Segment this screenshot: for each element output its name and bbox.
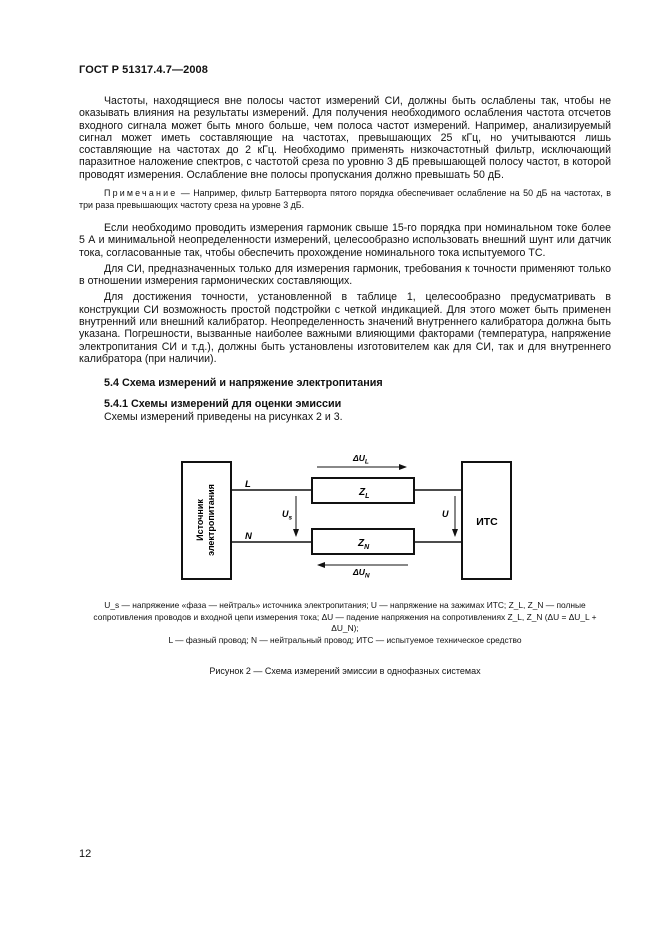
eut-label: ИТС — [476, 516, 498, 528]
section-heading-5-4: 5.4 Схема измерений и напряжение электропитания — [104, 377, 383, 389]
note-label: Примечание — [104, 188, 178, 198]
source-voltage-label: $U_s$ — [282, 509, 293, 522]
paragraph: Если необходимо проводить измерения гармоник свыше 15-го порядка при номинальном токе более 5 А и минимальной неопределенности измерений, целесообразно использовать внешний шунт или датчик тока, согласованные так, чтобы обеспечить прохождение номинального тока испытуемого ТС. — [79, 222, 611, 259]
paragraph: Для достижения точности, установленной в таблице 1, целесообразно предусматривать в конструкции СИ возможность простой подстройки с четкой индикацией. Для этого может быть применен внутренний или внешний калибратор. Неопределенность значений внутреннего калибратора должна быть указана. Погрешности, вызванные наиболее важными влияющими факторами (температура, напряжение электропитания СИ и т.д.), должны быть установлены изготовителем как для СИ, так и для внутреннего калибратора (при наличии). — [79, 291, 611, 365]
figure-caption: Рисунок 2 — Схема измерений эмиссии в однофазных системах — [209, 666, 481, 676]
figure-legend — [79, 600, 611, 647]
impedance-zl-label: $Z_L$ — [359, 487, 370, 500]
paragraph: Частоты, находящиеся вне полосы частот измерений СИ, должны быть ослаблены так, чтобы не оказывать влияния на результаты измерений. Для получения необходимого ослабления частота отсчетов входного сигнала может быть много больше, чем полоса частот измерений. Например, анализируемый сигнал может иметь составляющие на частотах, превышающих 25 кГц, но учитываются лишь составляющие на частотах до 2 кГц. Необходимо применять низкочастотный фильтр, исключающий паразитное наложение спектров, с частотой среза по уровню 3 дБ превышающей полосу частот, в которой проводят измерения. Ослабление вне полосы пропускания должно превышать 50 дБ. — [79, 95, 611, 181]
eut-voltage-label: U — [442, 509, 449, 519]
legend-line-1: U_s — напряжение «фаза — нейтраль» источника электропитания; U — напряжение на зажимах ИТС; Z_L, Z_N — полные сопротивления проводов и входной цепи измерения тока; ΔU — падение напряжения на сопротивлениях Z_L, Z_N (ΔU = ΔU_L + ΔU_N); — [93, 600, 597, 634]
neutral-wire-label: N — [245, 531, 252, 542]
section-heading-5-4-1: 5.4.1 Схемы измерений для оценки эмиссии — [104, 398, 342, 410]
voltage-drop-l-label: $\Delta U_L$ — [353, 453, 369, 466]
document-header: ГОСТ Р 51317.4.7—2008 — [79, 64, 208, 76]
power-source-label-2: электропитания — [206, 484, 216, 556]
page-number: 12 — [79, 848, 92, 860]
section-text: Схемы измерений приведены на рисунках 2 и 3. — [104, 411, 343, 423]
impedance-zn-label: $Z_N$ — [358, 538, 370, 551]
power-source-label-1: Источник — [195, 499, 205, 541]
legend-line-2: L — фазный провод; N — нейтральный провод; ИТС — испытуемое техническое средство — [168, 635, 522, 646]
voltage-drop-n-label: $\Delta U_N$ — [353, 567, 370, 580]
note-text: — Например, фильтр Баттерворта пятого порядка обеспечивает ослабление на 50 дБ на частотах, в три раза превышающих частоту среза на уровне 3 дБ. — [79, 188, 611, 210]
paragraph: Для СИ, предназначенных только для измерения гармоник, требования к точности применяют только в отношении измерения гармонических составляющих. — [79, 262, 611, 288]
phase-wire-label: L — [245, 479, 251, 490]
